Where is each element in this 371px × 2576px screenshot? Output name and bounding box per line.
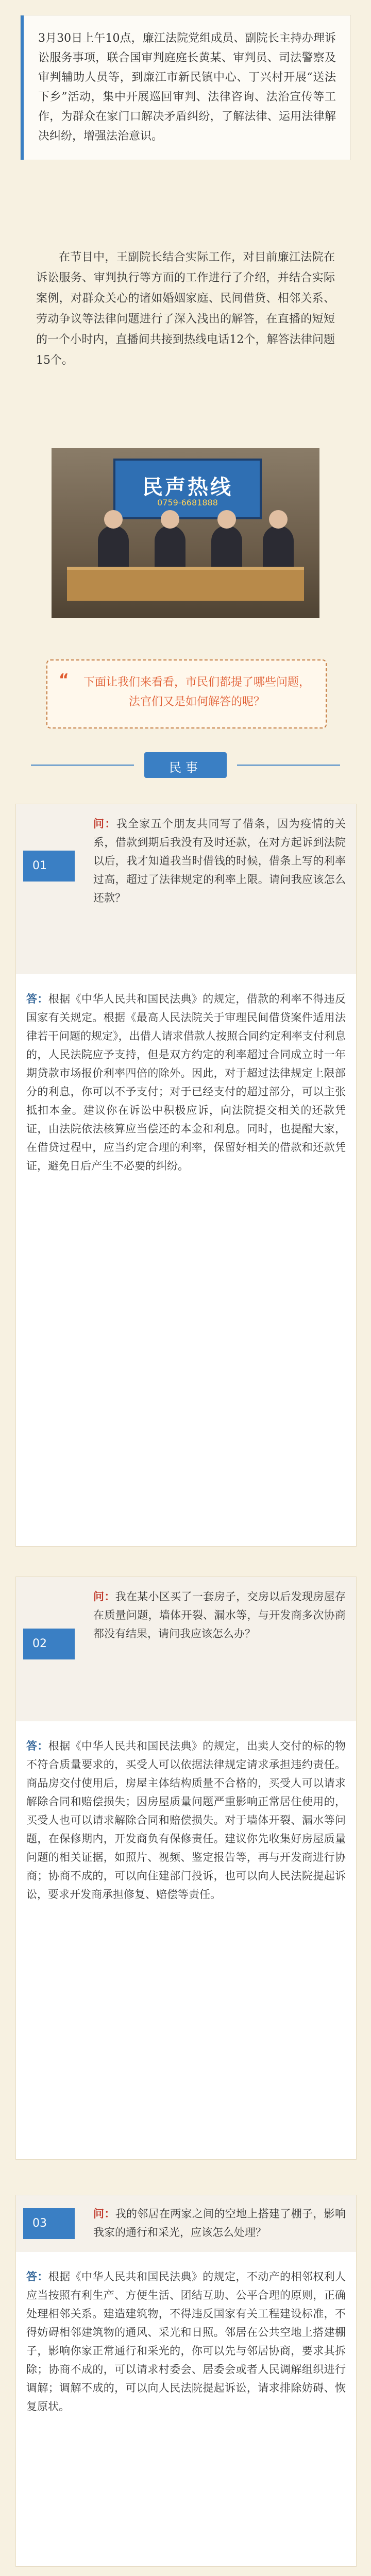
person-figure (155, 526, 185, 572)
question-text: 我在某小区买了一套房子，交房以后发现房屋存在质量问题，墙体开裂、漏水等，与开发商多次协商都没有结果，请问我应该怎么办？ (93, 1590, 346, 1640)
qa-card (15, 804, 357, 1547)
section-title: 民事 (169, 760, 202, 775)
studio-photo (52, 448, 319, 618)
qa-question-block (16, 804, 356, 974)
person-head (217, 510, 236, 529)
body-paragraph: 在节目中，王副院长结合实际工作，对目前廉江法院在诉讼服务、审判执行等方面的工作进行了介绍，并结合实际案例，对群众关心的诸如婚姻家庭、民间借贷、相邻关系、劳动争议等法律问题进行了深入浅出的解答，在直播的短短的一个小时内，直播间共接到热线电话12个，解答法律问题15个。 (36, 251, 335, 367)
answer-label: 答： (26, 2270, 48, 2283)
answer-label: 答： (26, 992, 48, 1005)
question-text: 我全家五个朋友共同写了借条，因为疫情的关系，借款到期后我没有及时还款，在对方起诉到法院以后，我才知道我当时借钱的时候，借条上写的利率过高，超过了法律规定的利率上限。请问我应该怎么还款？ (93, 818, 346, 904)
qa-question (93, 2205, 346, 2242)
section-header (144, 752, 227, 778)
qa-answer (26, 1737, 346, 1904)
section-divider (31, 765, 134, 766)
answer-text: 根据《中华人民共和国民法典》的规定，出卖人交付的标的物不符合质量要求的，买受人可以依据法律规定请求承担违约责任。商品房交付使用后，房屋主体结构质量不合格的，买受人可以请求解除合同和赔偿损失；因房屋质量问题严重影响正常居住使用的，买受人也可以请求解除合同和赔偿损失。对于墙体开裂、漏水等问题，在保修期内，开发商负有保修责任。建议你先收集好房屋质量问题的相关证据，如照片、视频、鉴定报告等，再与开发商进行协商；协商不成的，可以向住建部门投诉，也可以向人民法院提起诉讼，要求开发商承担修复、赔偿等责任。 (26, 1740, 346, 1901)
qa-answer (26, 990, 346, 1175)
qa-answer (26, 2267, 346, 2416)
person-figure (263, 526, 294, 572)
answer-text: 根据《中华人民共和国民法典》的规定，借款的利率不得违反国家有关规定。根据《最高人民法院关于审理民间借贷案件适用法律若干问题的规定》，出借人请求借款人按照合同约定利率支付利息的，人民法院应予支持，但是双方约定的利率超过合同成立时一年期贷款市场报价利率四倍的除外。因此，对于超过法律规定上限部分的利息，你可以不予支付；对于已经支付的超过部分，可以主张抵扣本金。建议你在诉讼中积极应诉，向法院提交相关的还款凭证，由法院依法核算应当偿还的本金和利息。同时，也提醒大家，在借贷过程中，应当约定合理的利率，保留好相关的借款和还款凭证，避免日后产生不必要的纠纷。 (26, 993, 346, 1172)
quote-icon: “ (59, 671, 69, 689)
person-head (104, 510, 123, 529)
question-callout-text: 下面让我们来看看，市民们都提了哪些问题，法官们又是如何解答的呢？ (83, 676, 310, 708)
person-figure (98, 526, 129, 572)
program-title: 民声热线 (142, 476, 233, 499)
question-label: 问： (93, 2207, 115, 2220)
qa-number: 01 (23, 851, 75, 882)
question-label: 问： (93, 1590, 115, 1603)
section-divider (237, 765, 340, 766)
qa-question-block (16, 1577, 356, 1721)
qa-card (15, 1577, 357, 2160)
intro-text: 3月30日上午10点，廉江法院党组成员、副院长主持办理诉讼服务事项，联合国审判庭庭长黄某、审判员、司法警察及审判辅助人员等，到廉江市新民镇中心、丁兴村开展“送法下乡”活动，集中开展巡回审判、法律咨询、法治宣传等工作，为群众在家门口解决矛盾纠纷，了解法律、运用法律解决纠纷，增强法治意识。 (38, 32, 336, 143)
intro-card (21, 15, 350, 160)
qa-question (93, 1587, 346, 1643)
qa-number: 02 (23, 1629, 75, 1659)
answer-label: 答： (26, 1739, 48, 1752)
person-figure (211, 526, 242, 572)
qa-number: 03 (23, 2208, 75, 2239)
program-screen (113, 459, 262, 519)
qa-question-block (16, 2195, 356, 2252)
program-hotline: 0759-6681888 (157, 498, 218, 507)
question-text: 我的邻居在两家之间的空地上搭建了棚子，影响我家的通行和采光，应该怎么处理？ (93, 2208, 346, 2239)
answer-text: 根据《中华人民共和国民法典》的规定，不动产的相邻权利人应当按照有利生产、方便生活、团结互助、公平合理的原则，正确处理相邻关系。建造建筑物，不得违反国家有关工程建设标准，不得妨碍相邻建筑物的通风、采光和日照。邻居在公共空地上搭建棚子，影响你家正常通行和采光的，你可以先与邻居协商，要求其拆除；协商不成的，可以请求村委会、居委会或者人民调解组织进行调解；调解不成的，可以向人民法院提起诉讼，请求排除妨碍、恢复原状。 (26, 2270, 346, 2413)
question-callout (46, 659, 327, 728)
person-head (269, 510, 288, 529)
studio-desk (67, 567, 304, 601)
qa-question (93, 815, 346, 907)
question-label: 问： (93, 817, 116, 830)
qa-card (15, 2195, 357, 2567)
person-head (161, 510, 179, 529)
